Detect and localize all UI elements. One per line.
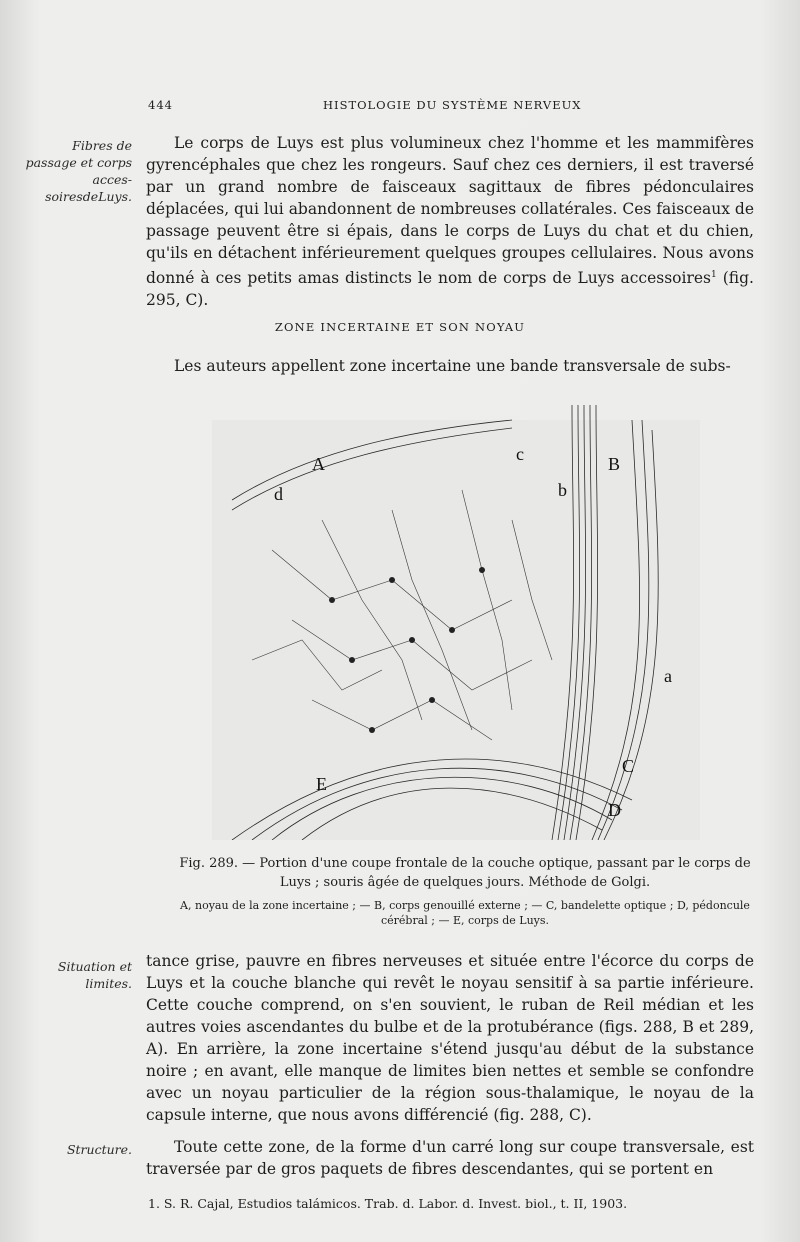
histology-figure: [212, 400, 700, 840]
caption-lead: Fig. 289. —: [179, 856, 260, 871]
margin-note-situation: Situation et limites.: [57, 959, 132, 991]
paragraph-structure: [146, 1136, 754, 1180]
margin-note-fibres: Fibres de passage et corps acces-soiresdeLuys.: [25, 138, 132, 204]
section-title: ZONE INCERTAINE ET SON NOYAU: [274, 320, 526, 334]
figure-caption: [170, 854, 760, 892]
paragraph-4-text: Toute cette zone, de la forme d'un carré long sur coupe transversale, est traversée par de gros paquets de fibres descendantes, qui se portent en: [146, 1138, 754, 1178]
paragraph-1-tail: (fig. 295, C).: [146, 269, 754, 310]
paragraph-zone-incertaine-start: [146, 355, 754, 377]
figure-label-B: B: [608, 454, 621, 474]
figure-label-a: a: [664, 666, 672, 686]
figure-label-b: b: [558, 480, 567, 500]
running-title: HISTOLOGIE DU SYSTÈME NERVEUX: [323, 98, 582, 112]
running-header: [0, 96, 800, 116]
figure-label-d: d: [274, 484, 283, 504]
figure-label-A: A: [312, 454, 325, 474]
page-number: 444: [148, 98, 173, 112]
paragraph-situation: tance grise, pauvre en fibres nerveuses et située entre l'écorce du corps de Luys et la couche blanche qui revêt le noyau sensitif à sa partie inférieure. Cette couche comprend, on s'en souvient, le ruban de Reil médian et les autres voies ascendantes du bulbe et de la protubérance (figs. 288, B et 289, A). En arrière, la zone incertaine s'étend jusqu'au début de la substance noire ; en avant, elle manque de limites bien nettes et semble se confondre avec un noyau particulier de la région sous-thalamique, le noyau de la capsule interne, que nous avons différencié (fig. 288, C).: [146, 952, 754, 1124]
figure-label-c: c: [516, 444, 524, 464]
figure-label-C: C: [622, 756, 635, 776]
footnote-ref: 1: [711, 270, 717, 280]
caption-text: Portion d'une coupe frontale de la couche optique, passant par le corps de Luys ; souris âgée de quelques jours. Méthode de Golgi.: [259, 856, 751, 890]
margin-note-structure: Structure.: [66, 1142, 132, 1157]
figure-label-D: D: [608, 800, 621, 820]
figure-legend: A, noyau de la zone incertaine ; — B, corps genouillé externe ; — C, bandelette optique ; D, pédoncule cérébral ; — E, corps de Luys.: [180, 899, 750, 927]
paragraph-corps-de-luys: [146, 132, 754, 311]
footnote: 1. S. R. Cajal, Estudios talámicos. Trab. d. Labor. d. Invest. biol., t. II, 1903.: [148, 1196, 628, 1211]
figure-label-E: E: [316, 774, 327, 794]
paragraph-1-text: Le corps de Luys est plus volumineux chez l'homme et les mammifères gyrencéphales que chez les rongeurs. Sauf chez ces derniers, il est traversé par un grand nombre de faisceaux sagittaux de fibres pédonculaires déplacées, qui lui abandonnent de nombreuses collatérales. Ces faisceaux de passage peuvent être si épais, dans le corps de Luys du chat et du chien, qu'ils en détachent inférieurement quelques groupes cellulaires. Nous avons donné à ces petits amas distincts le nom de corps de Luys accessoires: [146, 134, 754, 288]
paragraph-2-text: Les auteurs appellent zone incertaine une bande transversale de subs-: [174, 357, 731, 375]
